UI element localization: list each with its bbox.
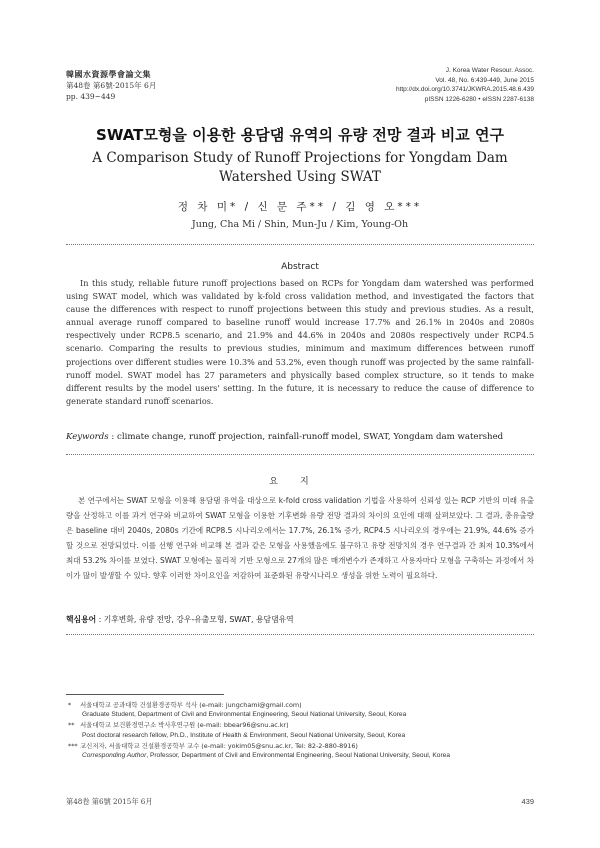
footnote-ko: 서울대학교 공과대학 건설환경공학부 석사 (e-mail: jungchami@gmail.com): [80, 701, 302, 709]
footnote-en-text: , Professor, Department of Civil and Environmental Engineering, Seoul National University, Seoul, Korea: [146, 752, 450, 760]
paper-title-ko: SWAT모형을 이용한 용담댐 유역의 유량 전망 결과 비교 연구: [96, 126, 504, 144]
footnote-rule: [66, 694, 224, 695]
abstract-heading: Abstract: [281, 262, 319, 272]
footnote-en: Graduate Student, Department of Civil and Environmental Engineering, Seoul National University, Seoul, Korea: [82, 711, 407, 719]
keywords-list: : climate change, runoff projection, rainfall-runoff model, SWAT, Yongdam dam watershed: [111, 432, 504, 442]
journal-header-left: [66, 69, 156, 102]
footnote-mark: **: [68, 721, 75, 730]
keywords-ko-list: : 기후변화, 유량 전망, 강우-유출모형, SWAT, 용담댐유역: [98, 615, 294, 624]
abstract-text: In this study, reliable future runoff projections based on RCPs for Yongdam dam watershed was performed using SWAT model, which was validated by k-fold cross validation method, and investigated the factors that cause the differences with respect to runoff projections between this study and previous studies. As a result, annual average runoff compared to baseline runoff would increase 17.7% and 26.1% in 2040s and 2080s respectively under RCP8.5 scenario, and 21.9% and 44.6% in 2040s and 2080s respectively under RCP4.5 scenario. Comparing the results to previous studies, minimum and maximum differences between runoff projections over different studies were 10.3% and 53.2%, even though runoff was projected by the same rainfall-runoff model. SWAT model has 27 parameters and physically based complex structure, so it tends to make different results by the model users' setting. In the future, it is necessary to reduce the cause of difference to generate standard runoff scenarios.: [66, 278, 534, 406]
footer-volume: 第48卷 第6號 2015年 6月: [66, 797, 153, 806]
issn: pISSN 1226-6280 • eISSN 2287-6138: [424, 95, 534, 103]
footnote-en: Post doctoral research fellow, Ph.D., Institute of Health & Environment, Seoul National University, Seoul, Korea: [82, 731, 406, 739]
page-range: pp. 439~449: [66, 92, 116, 101]
footnote-ko: 교신저자, 서울대학교 건설환경공학부 교수 (e-mail: yokim05@snu.ac.kr, Tel: 82-2-880-8916): [80, 741, 358, 750]
footnote-en: [68, 751, 538, 761]
journal-header-right: [396, 66, 534, 104]
footnote-ko: 서울대학교 보건환경연구소 박사후연구원 (e-mail: bbear96@snu.ac.kr): [80, 721, 289, 730]
volume-issue-ko: 第48卷 第6號·2015年 6月: [66, 81, 157, 90]
author-footnotes: [68, 700, 538, 761]
footnote: [68, 720, 538, 730]
footnote: [68, 700, 538, 710]
keywords-label: Keywords: [66, 432, 109, 442]
keywords-ko: [66, 614, 534, 625]
footnote-mark: *: [68, 701, 72, 709]
authors-en: Jung, Cha Mi / Shin, Mun-Ju / Kim, Young-Oh: [191, 219, 409, 230]
authors-ko: 정 차 미* / 신 문 주** / 김 영 오***: [177, 201, 423, 213]
keywords-en: [66, 432, 534, 442]
journal-name-ko: 韓國水資源學會論文集: [66, 70, 151, 79]
paper-title-en: A Comparison Study of Runoff Projections for Yongdam Dam Watershed Using SWAT: [92, 150, 508, 185]
footnote-mark: ***: [68, 741, 78, 750]
citation: Vol. 48, No. 6:439-449, June 2015: [435, 76, 534, 84]
divider: [66, 244, 534, 245]
corresponding-author-label: Corresponding Author: [82, 752, 147, 760]
korean-abstract-text: 본 연구에서는 SWAT 모형을 이용해 용담댐 유역을 대상으로 k-fold cross validation 기법을 사용하여 신뢰성 있는 RCP 기반의 미래 유출량을 산정하고 이를 과거 연구와 비교하여 SWAT 모형을 이용한 기후변화 유량 전망 결과의 차이의 요인에 대해 살펴보았다. 그 결과, 총유출량은 baseline 대비 2040s, 2080s 기간에 RCP8.5 시나리오에서는 17.7%, 26.1% 증가, RCP4.5 시나리오의 경우에는 21.9%, 44.6% 증가할 것으로 전망되었다. 이를 선행 연구와 비교해 본 결과 같은 모형을 사용했음에도 불구하고 유량 전망치의 경우 연구결과 간 최저 10.3%에서 최대 53.2% 차이를 보였다. SWAT 모형에는 물리적 기반 모형으로 27개의 많은 매개변수가 존재하고 사용자마다 모형을 구축하는 과정에서 차이가 많이 발생할 수 있다. 향후 이러한 차이요인을 저감하여 표준화된 유량시나리오 생성을 위한 노력이 필요하다.: [66, 496, 534, 580]
doi-link[interactable]: http://dx.doi.org/10.3741/JKWRA.2015.48.6.439: [395, 86, 534, 93]
keywords-ko-label: 핵심용어: [66, 615, 97, 624]
korean-abstract-heading: 요지: [269, 477, 331, 487]
journal-name-en: J. Korea Water Resour. Assoc.: [445, 67, 534, 74]
page-number: 439: [521, 797, 534, 806]
divider: [66, 634, 534, 635]
divider: [66, 454, 534, 455]
footnote: [68, 741, 538, 751]
